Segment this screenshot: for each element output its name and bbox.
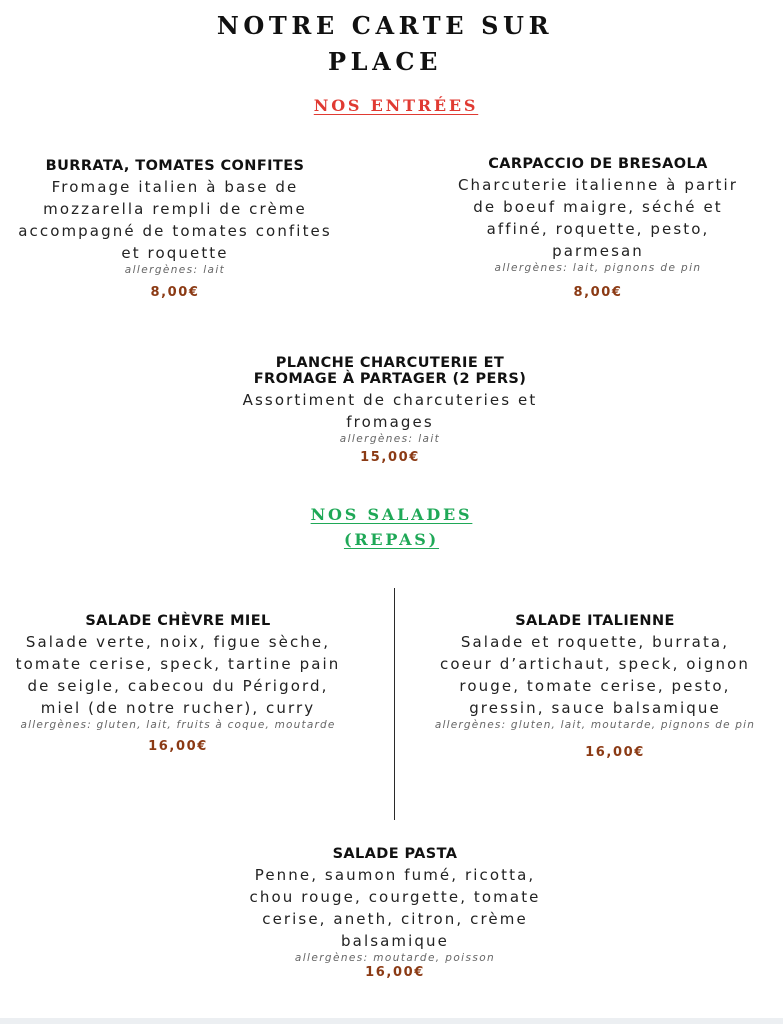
- item-name: BURRATA, TOMATES CONFITES: [45, 158, 305, 174]
- page-title-line-1: NOTRE CARTE SUR: [216, 11, 554, 40]
- item-price: 8,00€: [150, 285, 200, 300]
- item-description-line: Salade verte, noix, figue sèche,: [25, 633, 331, 651]
- item-description: [420, 174, 776, 262]
- item-allergens: allergènes: lait: [339, 433, 441, 445]
- item-description-line: coeur d’artichaut, speck, oignon: [440, 655, 750, 673]
- item-description-line: miel (de notre rucher), curry: [40, 699, 316, 717]
- item-description-line: gressin, sauce balsamique: [469, 699, 721, 717]
- item-description-line: Salade et roquette, burrata,: [460, 633, 730, 651]
- item-allergens: allergènes: gluten, lait, fruits à coque, moutarde: [20, 719, 336, 731]
- item-description: [410, 631, 780, 719]
- section-title-line: (REPAS): [343, 530, 440, 549]
- item-description-line: de seigle, cabecou du Périgord,: [27, 677, 329, 695]
- menu-item-salade-pasta: [200, 846, 590, 981]
- page-bottom-edge: [0, 1018, 783, 1024]
- item-price: 8,00€: [573, 285, 623, 300]
- item-description-line: affiné, roquette, pesto,: [486, 220, 710, 238]
- item-price: 16,00€: [148, 739, 208, 754]
- item-description-line: fromages: [346, 413, 434, 431]
- item-description-line: chou rouge, courgette, tomate: [249, 888, 541, 906]
- menu-item-carpaccio: [420, 156, 776, 301]
- item-name-line: FROMAGE À PARTAGER (2 PERS): [253, 371, 527, 387]
- item-name: SALADE ITALIENNE: [515, 613, 675, 629]
- item-description-line: tomate cerise, speck, tartine pain: [15, 655, 341, 673]
- item-name: SALADE PASTA: [332, 846, 458, 862]
- item-allergens: allergènes: gluten, lait, moutarde, pignons de pin: [434, 719, 756, 731]
- item-description-line: Charcuterie italienne à partir: [457, 176, 739, 194]
- item-description-line: cerise, aneth, citron, crème: [262, 910, 528, 928]
- menu-item-salade-chevre-miel: [0, 613, 356, 755]
- section-title-line: NOS SALADES: [310, 505, 473, 524]
- page-title-line-2: PLACE: [328, 47, 442, 76]
- section-title-salades: [0, 502, 783, 552]
- menu-item-salade-italienne: [410, 613, 780, 761]
- item-description-line: rouge, tomate cerise, pesto,: [459, 677, 731, 695]
- item-description: [200, 864, 590, 952]
- item-name-line: PLANCHE CHARCUTERIE ET: [275, 355, 505, 371]
- item-description-line: mozzarella rempli de crème: [43, 200, 307, 218]
- item-name: SALADE CHÈVRE MIEL: [85, 613, 271, 629]
- page-title: [0, 8, 770, 80]
- item-price: 15,00€: [360, 450, 420, 465]
- item-description-line: parmesan: [552, 242, 644, 260]
- item-description-line: balsamique: [341, 932, 449, 950]
- column-divider: [394, 588, 395, 820]
- item-allergens: allergènes: lait, pignons de pin: [494, 262, 702, 274]
- item-description: [0, 176, 350, 264]
- menu-item-planche: [200, 355, 580, 466]
- item-name: CARPACCIO DE BRESAOLA: [488, 156, 708, 172]
- item-name: [200, 355, 580, 387]
- item-description-line: Penne, saumon fumé, ricotta,: [254, 866, 536, 884]
- item-description-line: accompagné de tomates confites: [18, 222, 332, 240]
- item-allergens: allergènes: moutarde, poisson: [294, 952, 496, 964]
- item-description-line: de boeuf maigre, séché et: [473, 198, 723, 216]
- item-allergens: allergènes: lait: [124, 264, 226, 276]
- section-title-entrees: NOS ENTRÉES: [313, 96, 479, 115]
- item-description-line: et roquette: [121, 244, 229, 262]
- item-description-line: Fromage italien à base de: [51, 178, 299, 196]
- item-description: [200, 389, 580, 433]
- item-description-line: Assortiment de charcuteries et: [242, 391, 538, 409]
- item-description: [0, 631, 356, 719]
- item-price: 16,00€: [585, 745, 645, 760]
- item-price: 16,00€: [365, 965, 425, 980]
- menu-item-burrata: [0, 158, 350, 301]
